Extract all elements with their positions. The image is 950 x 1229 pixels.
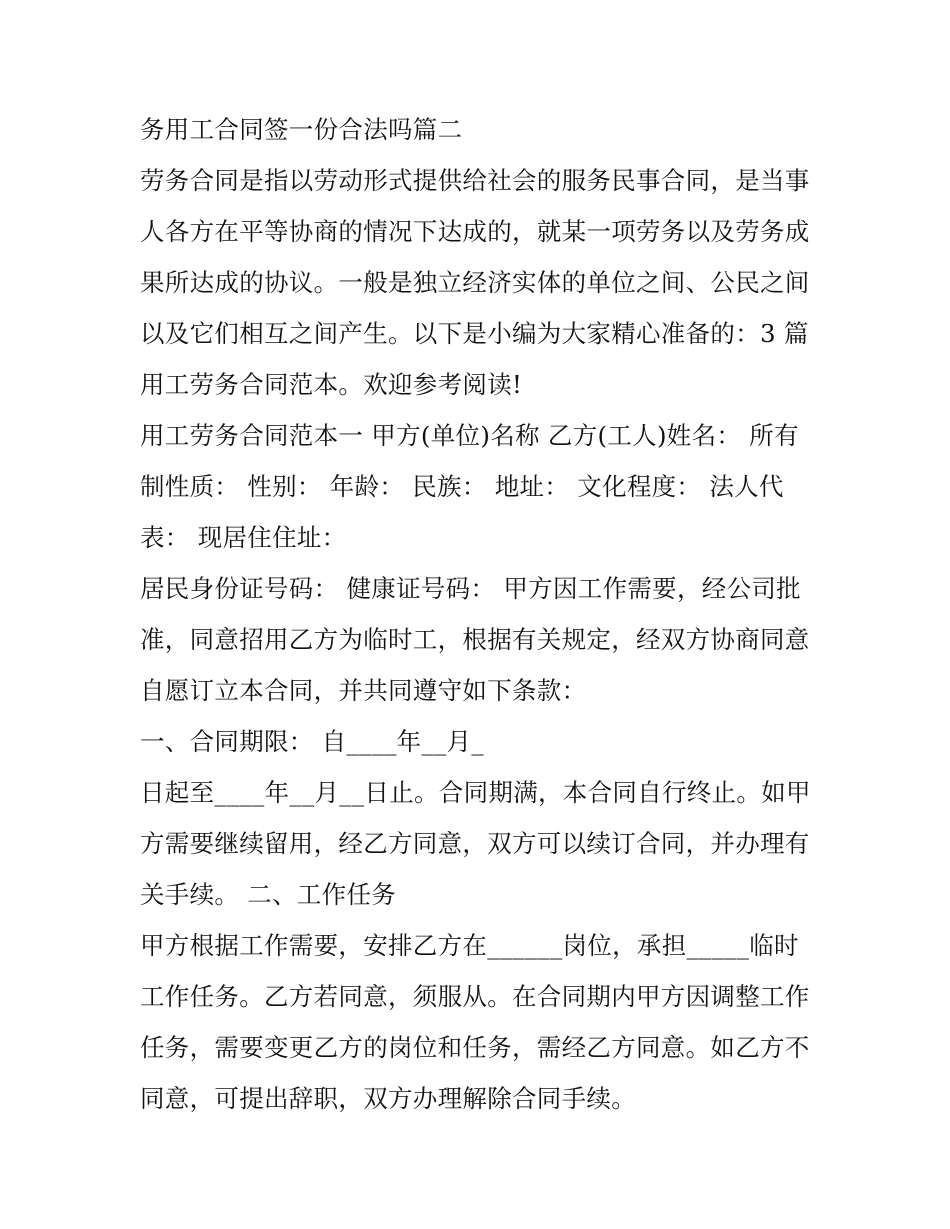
- paragraph-line: 工作任务。乙方若同意，须服从。在合同期内甲方因调整工作: [140, 982, 810, 1011]
- paragraph-line: 甲方根据工作需要，安排乙方在______岗位，承担_____临时: [140, 931, 799, 960]
- paragraph-line: 居民身份证号码： 健康证号码： 甲方因工作需要，经公司批: [140, 574, 801, 603]
- paragraph-line: 准，同意招用乙方为临时工，根据有关规定，经双方协商同意: [140, 625, 810, 654]
- paragraph-line: 人各方在平等协商的情况下达成的，就某一项劳务以及劳务成: [140, 217, 810, 246]
- paragraph-line: 用工劳务合同范本一 甲方(单位)名称 乙方(工人)姓名： 所有: [140, 421, 799, 450]
- paragraph-line: 果所达成的协议。一般是独立经济实体的单位之间、公民之间: [140, 268, 810, 297]
- paragraph-line: 关手续。 二、工作任务: [140, 880, 397, 909]
- paragraph-line: 制性质： 性别： 年龄： 民族： 地址： 文化程度： 法人代: [140, 472, 784, 501]
- paragraph-line: 劳务合同是指以劳动形式提供给社会的服务民事合同，是当事: [140, 166, 810, 195]
- paragraph-line: 以及它们相互之间产生。以下是小编为大家精心准备的：3 篇: [140, 319, 809, 348]
- paragraph-line: 日起至____年__月__日止。合同期满，本合同自行终止。如甲: [140, 778, 811, 807]
- paragraph-line: 表： 现居住住址：: [140, 523, 347, 552]
- document-body: [140, 104, 830, 1124]
- paragraph-line: 一、合同期限： 自____年__月_: [140, 727, 484, 756]
- section-heading: 务用工合同签一份合法吗篇二: [140, 115, 463, 144]
- paragraph-line: 自愿订立本合同，并共同遵守如下条款：: [140, 676, 587, 705]
- paragraph-line: 同意，可提出辞职，双方办理解除合同手续。: [140, 1084, 636, 1113]
- paragraph-line: 方需要继续留用，经乙方同意，双方可以续订合同，并办理有: [140, 829, 810, 858]
- paragraph-line: 任务，需要变更乙方的岗位和任务，需经乙方同意。如乙方不: [140, 1033, 810, 1062]
- paragraph-line: 用工劳务合同范本。欢迎参考阅读!: [140, 370, 523, 399]
